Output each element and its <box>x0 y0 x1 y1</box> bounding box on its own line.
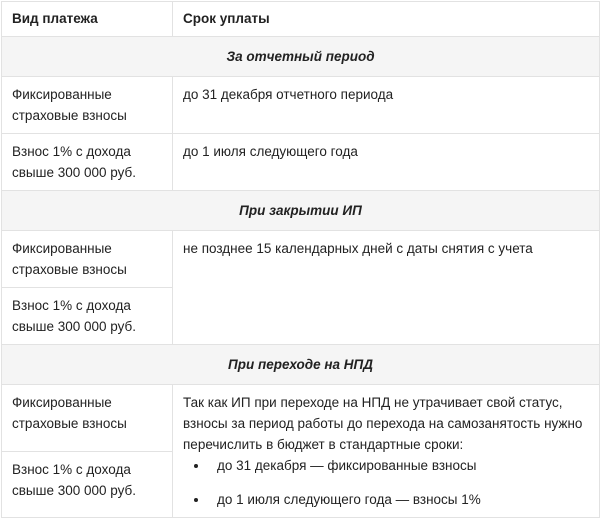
table-row <box>2 231 600 288</box>
payment-type-cell: Фиксированные страховые взносы <box>2 77 173 134</box>
section-title-closing: При закрытии ИП <box>2 191 600 231</box>
deadline-cell: до 31 декабря отчетного периода <box>173 77 600 134</box>
payment-deadlines-table <box>1 1 600 518</box>
payment-type-cell: Фиксированные страховые взносы <box>2 231 173 288</box>
table-row <box>2 134 600 191</box>
section-title-npd: При переходе на НПД <box>2 345 600 385</box>
section-row <box>2 37 600 77</box>
header-payment-deadline: Срок уплаты <box>173 2 600 37</box>
list-item: • до 31 декабря — фиксированные взносы <box>209 455 589 476</box>
table-row <box>2 77 600 134</box>
payment-type-cell: Взнос 1% с дохода свыше 300 000 руб. <box>2 288 173 345</box>
deadline-cell-npd <box>173 385 600 518</box>
deadline-cell: до 1 июля следующего года <box>173 134 600 191</box>
section-row <box>2 191 600 231</box>
section-row <box>2 345 600 385</box>
list-item: • до 1 июля следующего года — взносы 1% <box>209 489 589 510</box>
payment-type-cell: Фиксированные страховые взносы <box>2 385 173 452</box>
table-row <box>2 385 600 452</box>
table-header-row <box>2 2 600 37</box>
npd-deadline-list <box>183 455 589 510</box>
payment-type-cell: Взнос 1% с дохода свыше 300 000 руб. <box>2 452 173 518</box>
section-title-reporting-period: За отчетный период <box>2 37 600 77</box>
header-payment-type: Вид платежа <box>2 2 173 37</box>
payment-type-cell: Взнос 1% с дохода свыше 300 000 руб. <box>2 134 173 191</box>
npd-explanation: Так как ИП при переходе на НПД не утрачивает свой статус, взносы за период работы до перехода на самозанятость нужно перечислить в бюджет в стандартные сроки: <box>183 395 583 452</box>
deadline-cell: не позднее 15 календарных дней с даты снятия с учета <box>173 231 600 345</box>
